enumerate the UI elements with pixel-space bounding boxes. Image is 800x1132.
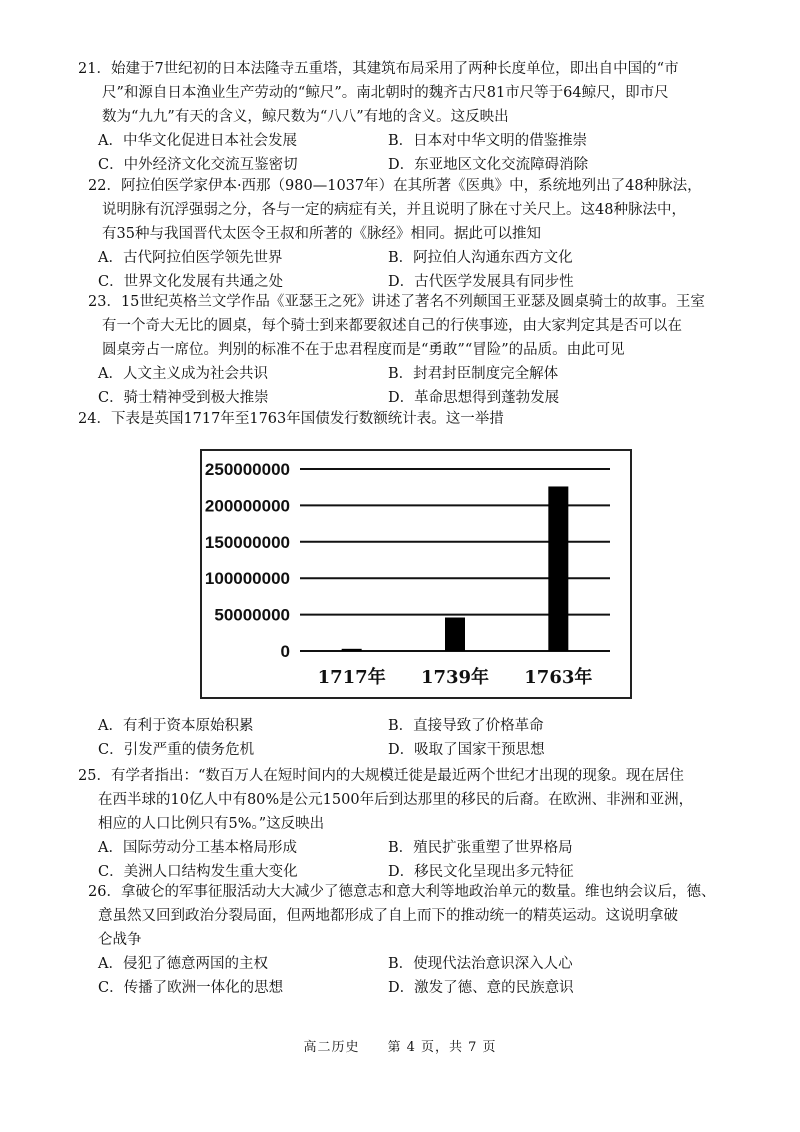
- option-a[interactable]: A．国际劳动分工基本格局形成: [98, 840, 297, 856]
- option-a[interactable]: A．中华文化促进日本社会发展: [98, 133, 297, 149]
- question-24-options-row-2: [78, 738, 738, 762]
- option-d[interactable]: D．东亚地区文化交流障碍消除: [388, 157, 589, 173]
- y-tick-label: 250000000: [204, 460, 290, 479]
- option-a[interactable]: A．人文主义成为社会共识: [98, 366, 268, 382]
- question-21-stem-line-2: 尺”和源自日本渔业生产劳动的“鲸尺”。南北朝时的魏齐古尺81市尺等于64鲸尺，即市尺: [102, 85, 669, 101]
- question-25-stem-line-2: 在西半球的10亿人中有80%是公元1500年后到达那里的移民的后裔。在欧洲、非洲和亚洲，: [98, 792, 694, 808]
- question-24-stem-line-1: 24．下表是英国1717年至1763年国债发行数额统计表。这一举措: [78, 411, 504, 427]
- question-22-stem-line-1: 22．阿拉伯医学家伊本·西那（980—1037年）在其所著《医典》中，系统地列出了48种脉法，: [88, 178, 702, 194]
- option-b[interactable]: B．日本对中华文明的借鉴推崇: [388, 133, 588, 149]
- question-22-stem-line-3: 有35种与我国晋代太医令王叔和所著的《脉经》相同。据此可以推知: [102, 226, 541, 242]
- question-26-options-row-1: [88, 952, 748, 976]
- bar-1717年: [342, 649, 362, 651]
- option-c[interactable]: C．骑士精神受到极大推崇: [98, 390, 269, 406]
- question-23: [88, 290, 748, 410]
- option-d[interactable]: D．革命思想得到蓬勃发展: [388, 390, 560, 406]
- bond-issuance-chart: [200, 449, 632, 699]
- question-26-stem-line-2: 意虽然又回到政治分裂局面，但两地都形成了自上而下的推动统一的精英运动。这说明拿破: [98, 908, 678, 924]
- option-b[interactable]: B．殖民扩张重塑了世界格局: [388, 840, 573, 856]
- option-c[interactable]: C．美洲人口结构发生重大变化: [98, 864, 298, 880]
- question-26-stem-line-3: 仑战争: [98, 932, 142, 948]
- option-b[interactable]: B．封君封臣制度完全解体: [388, 366, 559, 382]
- page-footer: 高二历史 第 4 页，共 7 页: [303, 1040, 497, 1055]
- question-25-stem-line-1: 25．有学者指出：“数百万人在短时间内的大规模迁徙是最近两个世纪才出现的现象。现在居住: [78, 768, 684, 784]
- question-24-options: [78, 714, 738, 762]
- y-tick-label: 0: [280, 642, 290, 661]
- option-d[interactable]: D．激发了德、意的民族意识: [388, 980, 574, 996]
- question-25-options-row-1: [78, 836, 738, 860]
- question-21-stem-line-1: 21．始建于7世纪初的日本法隆寺五重塔，其建筑布局采用了两种长度单位，即出自中国的“市: [78, 61, 679, 77]
- question-23-stem-line-1: 23．15世纪英格兰文学作品《亚瑟王之死》讲述了著名不列颠国王亚瑟及圆桌骑士的故事。王室: [88, 294, 705, 310]
- option-d[interactable]: D．古代医学发展具有同步性: [388, 274, 574, 290]
- y-tick-label: 50000000: [214, 605, 290, 625]
- option-c[interactable]: C．传播了欧洲一体化的思想: [98, 980, 284, 996]
- option-c[interactable]: C．中外经济文化交流互鉴密切: [98, 157, 298, 173]
- bond-issuance-chart-svg: [202, 451, 630, 697]
- option-d[interactable]: D．移民文化呈现出多元特征: [388, 864, 574, 880]
- question-24: [78, 407, 738, 431]
- question-24-options-row-1: [78, 714, 738, 738]
- option-b[interactable]: B．直接导致了价格革命: [388, 718, 544, 734]
- bar-1763年: [548, 486, 568, 651]
- option-c[interactable]: C．引发严重的债务危机: [98, 742, 255, 758]
- option-a[interactable]: A．古代阿拉伯医学领先世界: [98, 250, 283, 266]
- y-tick-label: 100000000: [204, 569, 290, 589]
- option-b[interactable]: B．使现代法治意识深入人心: [388, 956, 573, 972]
- question-21-options-row-1: [78, 129, 738, 153]
- question-21: [78, 57, 738, 177]
- question-23-options-row-1: [88, 362, 748, 386]
- option-b[interactable]: B．阿拉伯人沟通东西方文化: [388, 250, 573, 266]
- option-c[interactable]: C．世界文化发展有共通之处: [98, 274, 284, 290]
- question-21-stem-line-3: 数为“九九”有天的含义，鲸尺数为“八八”有地的含义。这反映出: [102, 109, 509, 125]
- question-23-stem-line-3: 圆桌旁占一席位。判别的标准不在于忠君程度而是“勇敢”“冒险”的品质。由此可见: [102, 342, 625, 358]
- question-26: [88, 880, 748, 1000]
- question-25: [78, 764, 738, 884]
- bar-1739年: [445, 618, 465, 651]
- question-22-stem-line-2: 说明脉有沉浮强弱之分，各与一定的病症有关，并且说明了脉在寸关尺上。这48种脉法中，: [102, 202, 686, 218]
- question-26-stem-line-1: 26．拿破仑的军事征服活动大大减少了德意志和意大利等地政治单元的数量。维也纳会议后，德、: [88, 884, 716, 900]
- question-22-options-row-1: [88, 246, 748, 270]
- y-tick-label: 150000000: [204, 532, 290, 552]
- option-a[interactable]: A．侵犯了德意两国的主权: [98, 956, 268, 972]
- x-tick-label: 1739年: [420, 667, 490, 688]
- question-22: [88, 174, 748, 294]
- option-a[interactable]: A．有利于资本原始积累: [98, 718, 254, 734]
- x-tick-label: 1717年: [317, 667, 386, 688]
- question-26-options-row-2: [88, 976, 748, 1000]
- question-23-stem-line-2: 有一个奇大无比的圆桌，每个骑士到来都要叙述自己的行侠事迹，由大家判定其是否可以在: [102, 318, 682, 334]
- question-25-stem-line-3: 相应的人口比例只有5%。”这反映出: [98, 816, 325, 832]
- y-tick-label: 200000000: [204, 496, 290, 516]
- x-tick-label: 1763年: [524, 667, 593, 688]
- option-d[interactable]: D．吸取了国家干预思想: [388, 742, 545, 758]
